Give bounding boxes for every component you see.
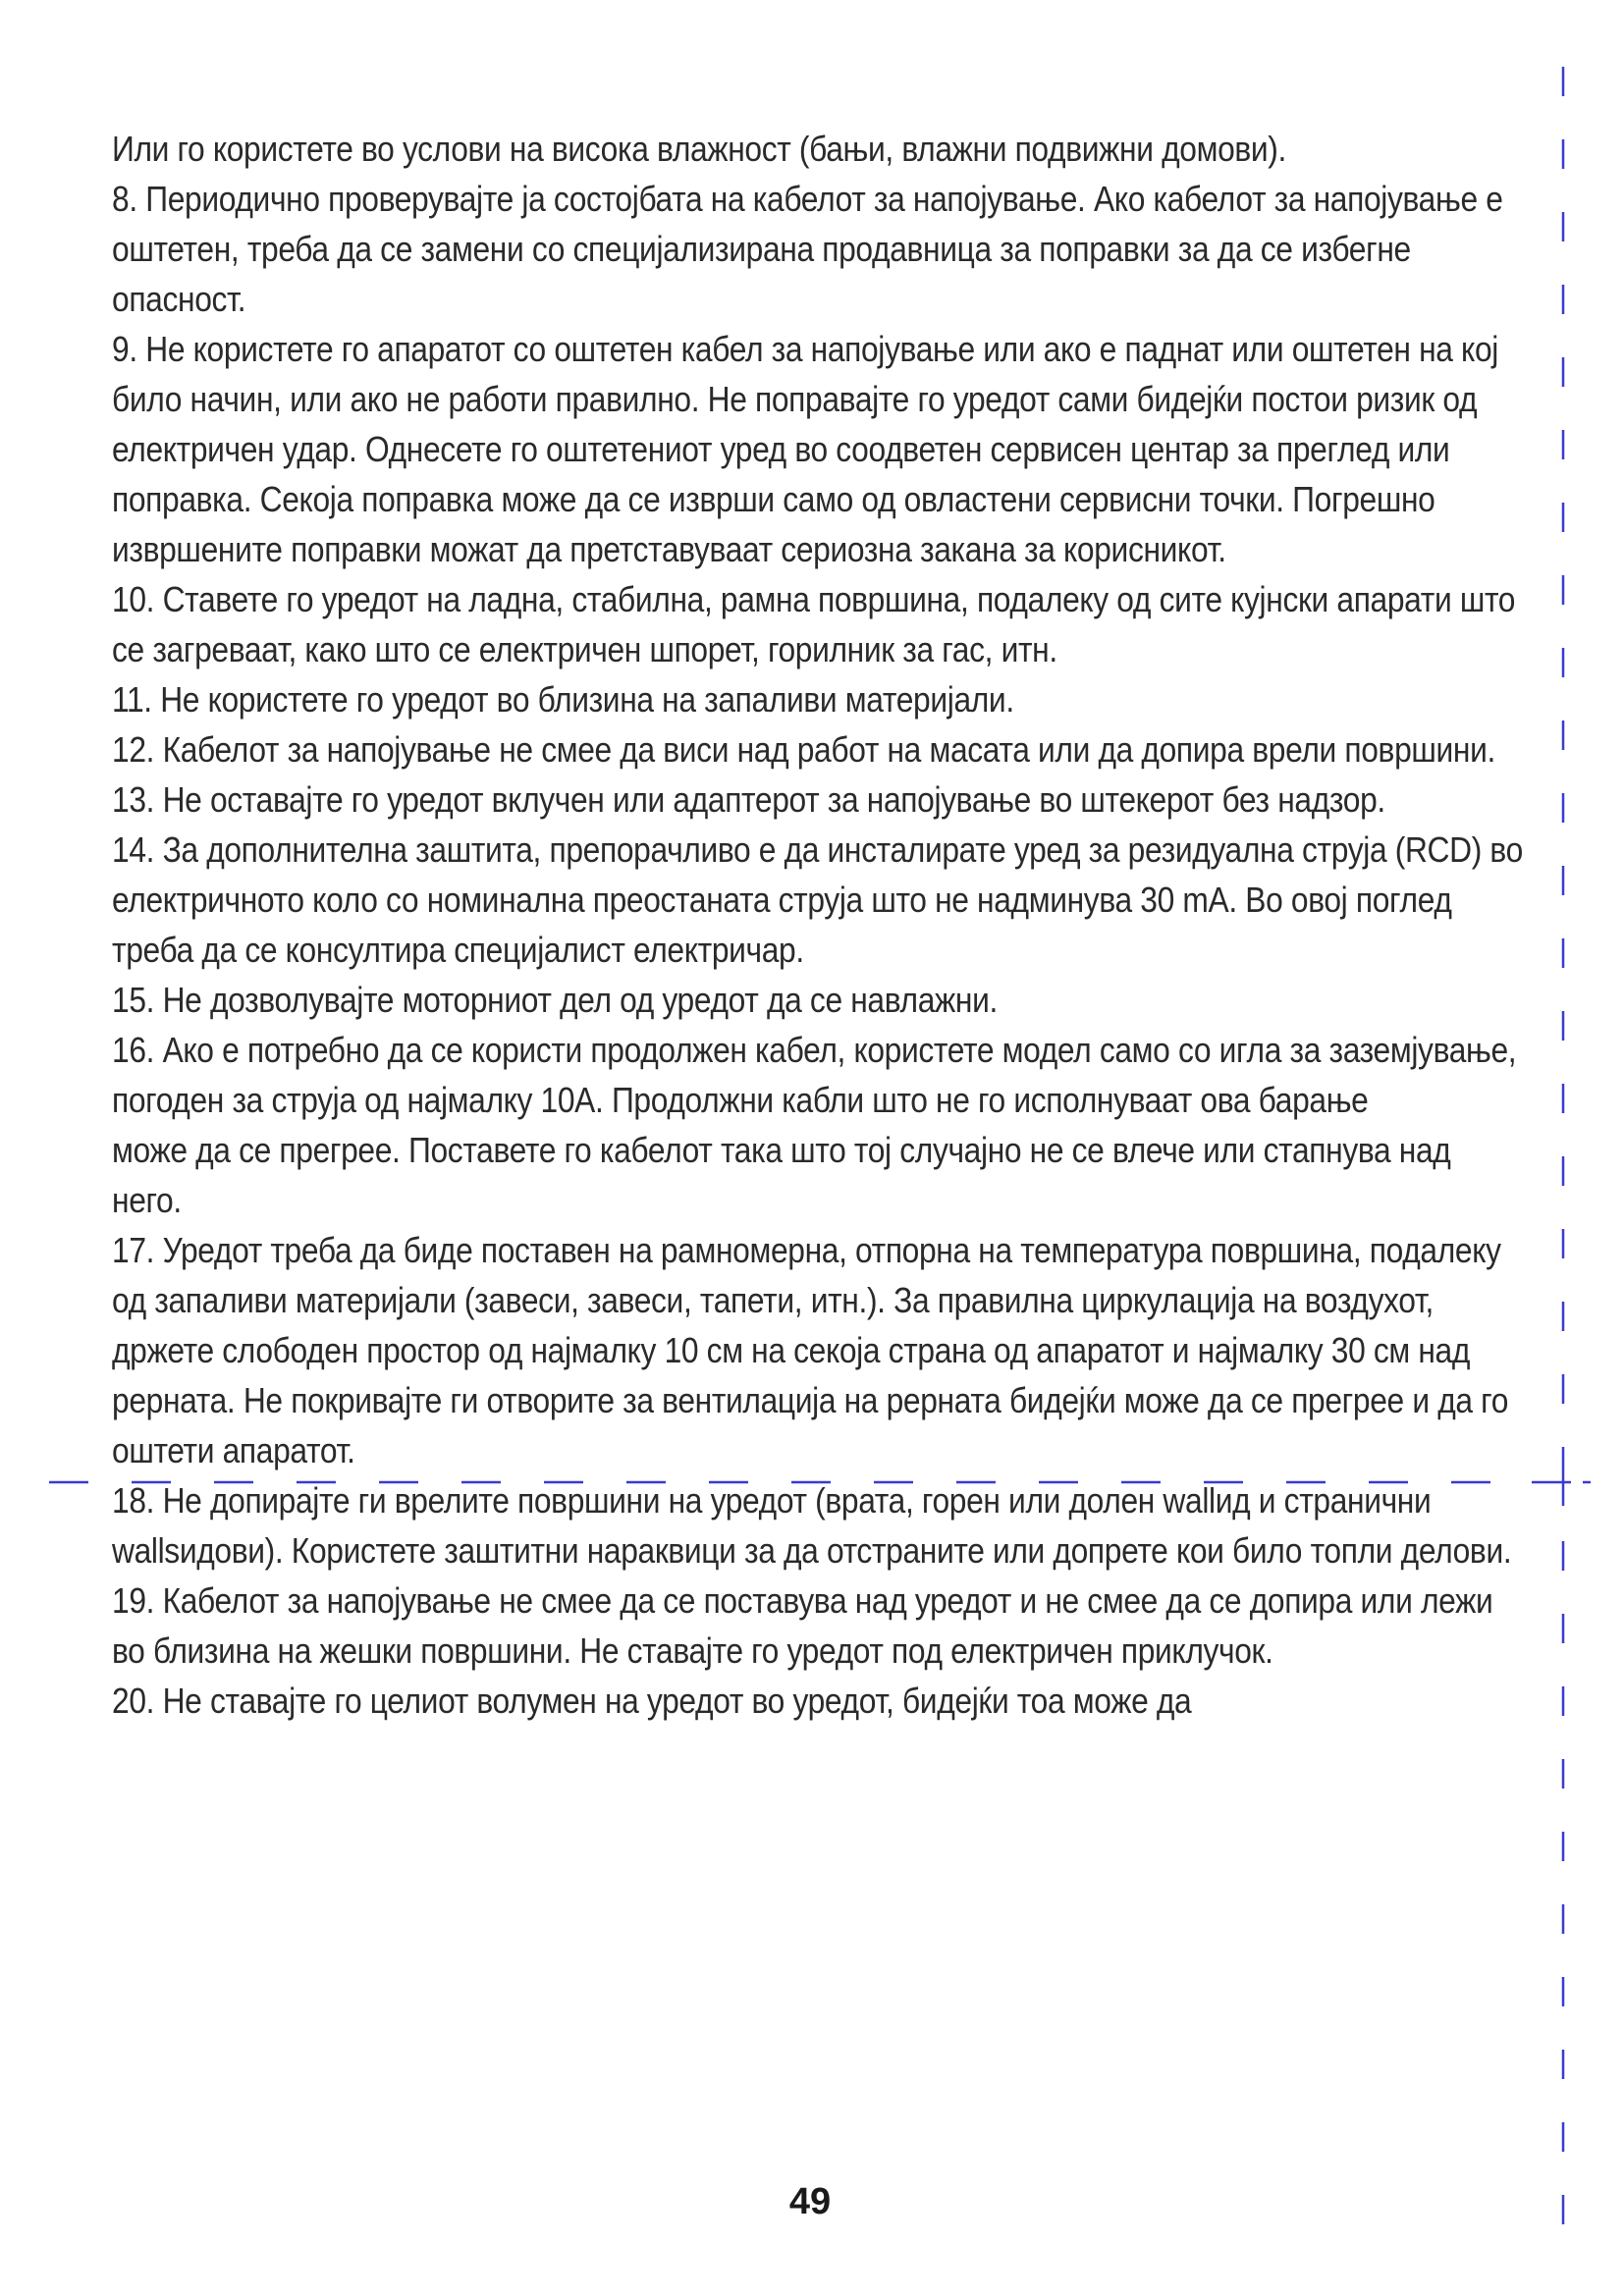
paragraph-item-11: 11. Не користете го уредот во близина на запаливи материјали.: [112, 679, 1014, 720]
paragraph-item-14: 14. За дополнителна заштита, препорачливо е да инсталирате уред за резидуална струја (RCD) во електричното коло со номинална преостаната струја што не надминува 30 mA. Во овој поглед треба да се консултира специјалист електричар.: [112, 829, 1523, 970]
paragraph-humidity-continued: Или го користете во услови на висока влажност (бањи, влажни подвижни домови).: [112, 129, 1286, 169]
paragraph-item-10: 10. Ставете го уредот на ладна, стабилна, рамна површина, подалеку од сите кујнски апарати што се загреваат, како што се електричен шпорет, горилник за гас, итн.: [112, 579, 1516, 669]
paragraph-item-15: 15. Не дозволувајте моторниот дел од уредот да се навлажни.: [112, 980, 998, 1020]
paragraph-item-17: 17. Уредот треба да биде поставен на рамномерна, отпорна на температура површина, подалеку од запаливи материјали (завеси, завеси, тапети, итн.). За правилна циркулација на воздухот, држете слободен простор од најмалку 10 см на секоја страна од апаратот и најмалку 30 см над рерната. Не покривајте ги отворите за вентилација на рерната бидејќи може да се прегрее и да го оштети апаратот.: [112, 1230, 1509, 1470]
paragraph-item-16-continued: може да се прегрее. Поставете го кабелот така што тој случајно не се влече или стапнува над него.: [112, 1130, 1451, 1220]
paragraph-item-20: 20. Не ставајте го целиот волумен на уредот во уредот, бидејќи тоа може да: [112, 1681, 1192, 1721]
paragraph-item-12: 12. Кабелот за напојување не смее да виси над работ на масата или да допира врели површини.: [112, 729, 1495, 770]
paragraph-item-13: 13. Не оставајте го уредот вклучен или адаптерот за напојување во штекерот без надзор.: [112, 779, 1385, 820]
paragraph-item-8: 8. Периодично проверувајте ја состојбата на кабелот за напојување. Ако кабелот за напојување е оштетен, треба да се замени со специјализирана продавница за поправки за да се избегне опасност.: [112, 179, 1503, 319]
paragraph-item-19: 19. Кабелот за напојување не смее да се поставува над уредот и не смее да се допира или лежи во близина на жешки површини. Не ставајте го уредот под електричен приклучок.: [112, 1580, 1493, 1671]
document-body: [112, 124, 1526, 1726]
paragraph-item-9: 9. Не користете го апаратот со оштетен кабел за напојување или ако е паднат или оштетен на кој било начин, или ако не работи правилно. Не поправајте го уредот сами бидејќи постои ризик од електричен удар. Однесете го оштетениот уред во соодветен сервисен центар за преглед или поправка. Секоја поправка може да се изврши само од овластени сервисни точки. Погрешно извршените поправки можат да претставуваат сериозна закана за корисникот.: [112, 329, 1498, 569]
paragraph-item-18: 18. Не допирајте ги врелите површини на уредот (врата, горен или долен wallид и странични wallsидови). Користете заштитни нараквици за да отстраните или допрете кои било топли делови.: [112, 1480, 1512, 1571]
page-number: 49: [788, 2181, 832, 2222]
paragraph-item-16: 16. Ако е потребно да се користи продолжен кабел, користете модел само со игла за заземјување, погоден за струја од најмалку 10А. Продолжни кабли што не го исполнуваат ова барање: [112, 1030, 1517, 1120]
